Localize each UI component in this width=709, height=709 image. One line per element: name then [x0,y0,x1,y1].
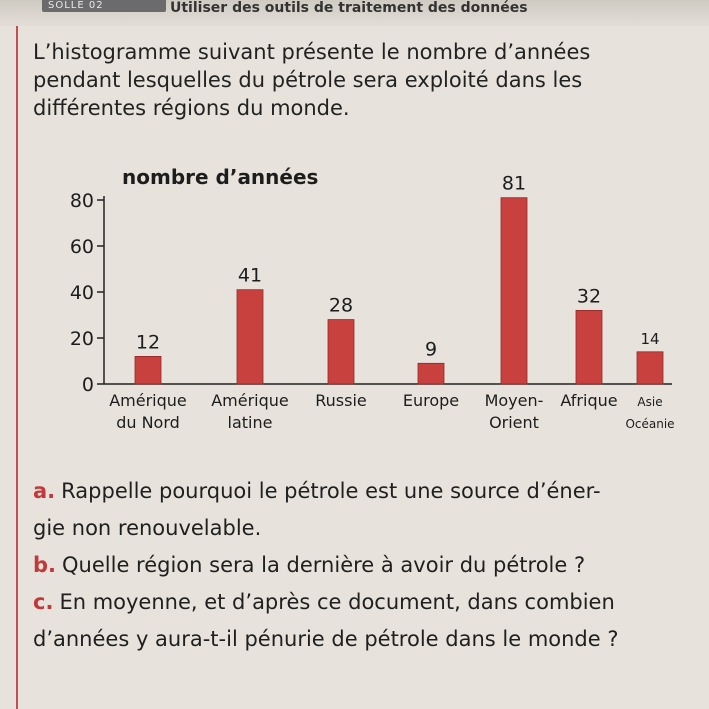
bar-5 [576,310,602,384]
y-tick-label: 0 [81,374,94,396]
oil-years-bar-chart [0,160,709,450]
question-letter: c. [33,590,54,614]
category-label: Orient [489,413,539,432]
question-line [33,513,703,543]
question-line [33,587,703,617]
question-line [33,624,703,654]
bar-value-label: 81 [501,172,527,195]
bar-value-label: 9 [424,338,438,361]
bar-4 [501,198,527,384]
question-text: d’années y aura-t-il pénurie de pétrole dans le monde ? [33,627,619,651]
question-line [33,476,703,506]
bar-2 [328,320,354,384]
y-tick-label: 80 [69,190,94,212]
y-tick-label: 40 [69,282,94,304]
bar-value-label: 14 [640,329,660,348]
intro-line-1: L’histogramme suivant présente le nombre d’années [33,40,591,64]
category-label: Asie [637,395,663,409]
category-label: Afrique [560,391,618,410]
question-line [33,550,703,580]
question-text: Rappelle pourquoi le pétrole est une source d’éner- [61,479,601,503]
category-label: latine [227,413,273,432]
bar-value-label: 28 [328,294,354,317]
questions-block [33,476,703,661]
question-text: En moyenne, et d’après ce document, dans combien [59,590,615,614]
y-axis-title: nombre d’années [122,165,319,189]
category-label: Moyen- [484,391,544,410]
y-tick-label: 60 [69,236,94,258]
intro-text [33,38,693,122]
section-title: Utiliser des outils de traitement des données [170,0,528,16]
bar-value-label: 12 [135,331,161,354]
y-tick-label: 20 [69,328,94,350]
bar-0 [135,356,161,384]
question-letter: b. [33,553,57,577]
question-text: Quelle région sera la dernière à avoir du pétrole ? [62,553,586,577]
section-badge: SOLLE 02 [42,0,166,12]
bar-3 [418,363,444,384]
question-letter: a. [33,479,56,503]
bar-6 [637,352,663,384]
bar-value-label: 32 [576,285,602,308]
intro-line-2: pendant lesquelles du pétrole sera exploité dans les [33,68,583,92]
bar-1 [237,290,263,384]
category-label: Europe [402,391,460,410]
intro-line-3: différentes régions du monde. [33,96,350,120]
bar-value-label: 41 [237,264,263,287]
category-label: Amérique [211,391,289,410]
category-label: Russie [315,391,367,410]
category-label: du Nord [116,413,180,432]
category-label: Océanie [625,417,675,431]
question-text: gie non renouvelable. [33,516,262,540]
category-label: Amérique [109,391,187,410]
